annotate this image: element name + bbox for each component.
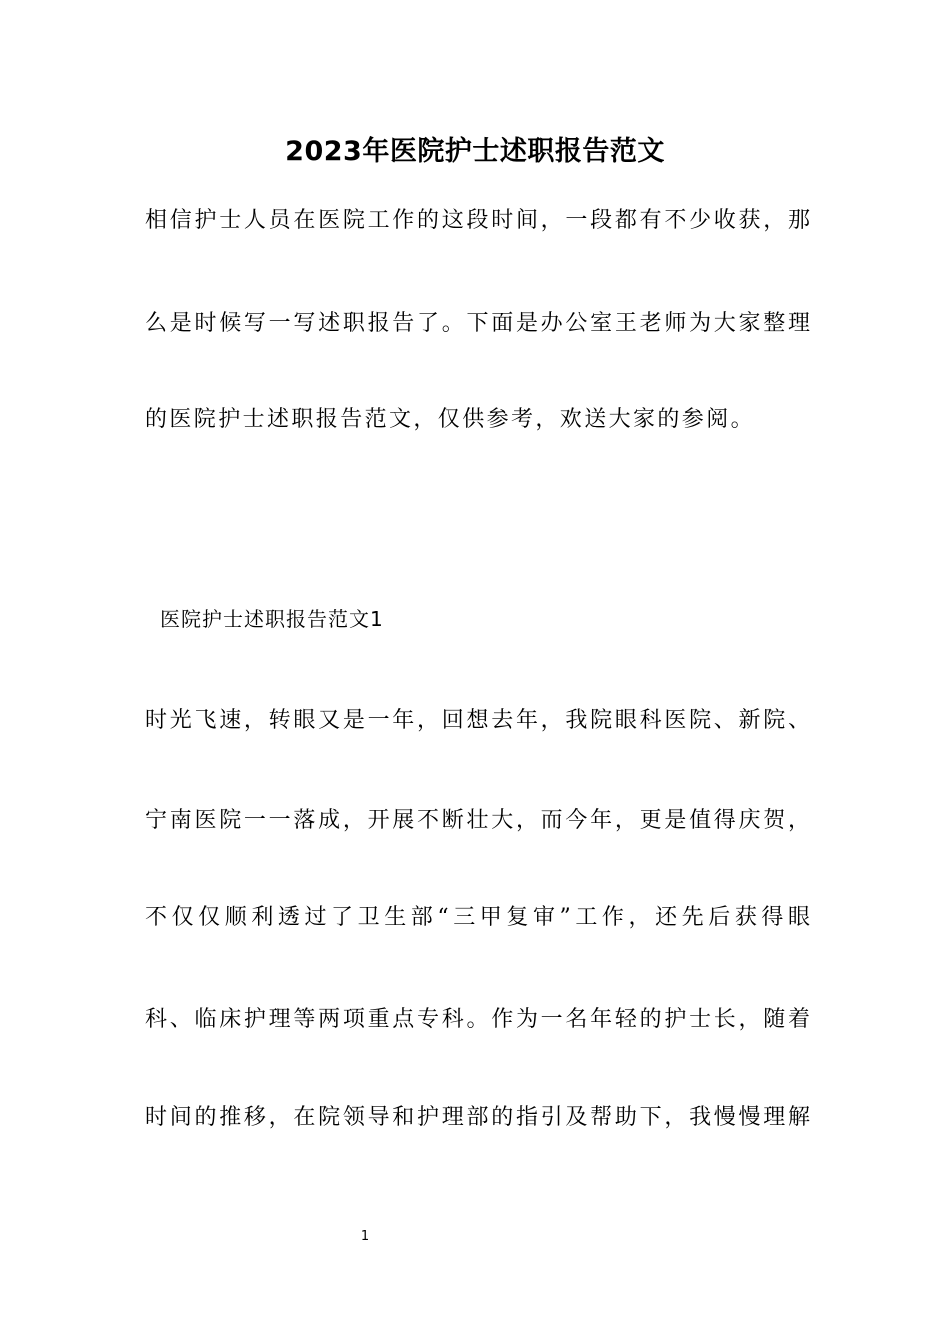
- body-line-4: 科、临床护理等两项重点专科。作为一名年轻的护士长，随着: [145, 1007, 810, 1032]
- section-heading: 医院护士述职报告范文1: [160, 607, 384, 631]
- body-line-2: 宁南医院一一落成，开展不断壮大，而今年，更是值得庆贺，: [145, 808, 810, 833]
- document-title: 2023年医院护士述职报告范文: [285, 136, 665, 167]
- body-line-1: 时光飞速，转眼又是一年，回想去年，我院眼科医院、新院、: [145, 708, 810, 733]
- intro-line-1: 相信护士人员在医院工作的这段时间，一段都有不少收获，那: [145, 208, 810, 233]
- body-line-5: 时间的推移，在院领导和护理部的指引及帮助下，我慢慢理解: [145, 1105, 810, 1130]
- page-number: 1: [360, 1229, 370, 1244]
- intro-line-3: 的医院护士述职报告范文，仅供参考，欢送大家的参阅。: [145, 407, 756, 432]
- intro-line-2: 么是时候写一写述职报告了。下面是办公室王老师为大家整理: [145, 311, 810, 336]
- body-line-3: 不仅仅顺利透过了卫生部“三甲复审”工作，还先后获得眼: [145, 905, 810, 930]
